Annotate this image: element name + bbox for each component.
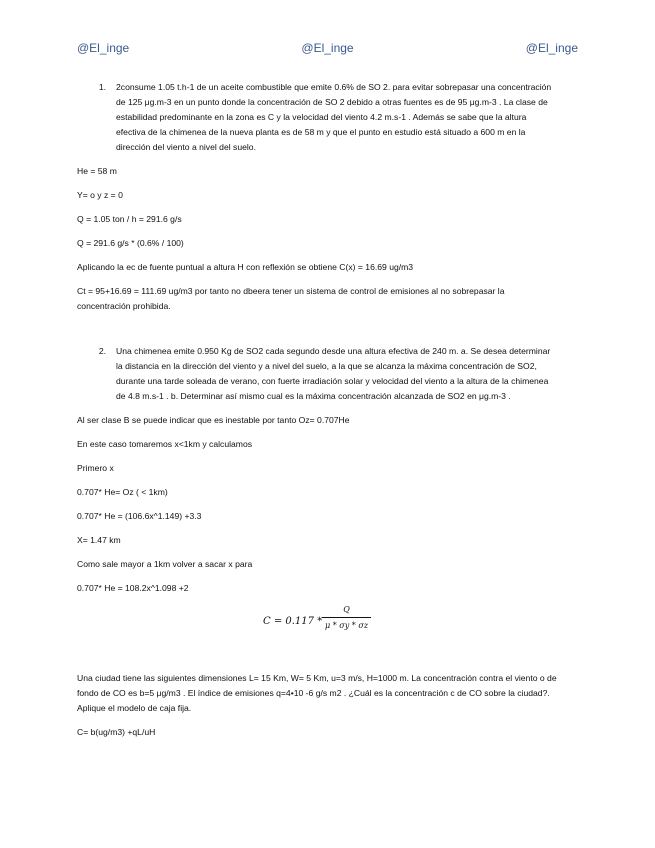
problem-1-line: Q = 1.05 ton / h = 291.6 g/s: [77, 214, 182, 224]
problem-1-line: He = 58 m: [77, 166, 117, 176]
problem-1-statement: [77, 80, 557, 155]
problem-3-formula: C= b(ug/m3) +qL/uH: [77, 727, 156, 737]
problem-2-line: Al ser clase B se puede indicar que es inestable por tanto Oz= 0.707He: [77, 415, 350, 425]
problem-1-line: Q = 291.6 g/s * (0.6% / 100): [77, 238, 184, 248]
problem-2-statement: [77, 344, 557, 404]
problem-2-line: X= 1.47 km: [77, 535, 121, 545]
problem-2-number: 2.: [98, 346, 106, 356]
document-body: [77, 80, 557, 740]
problem-1-line: Y= o y z = 0: [77, 190, 123, 200]
problem-3-text: Una ciudad tiene las siguientes dimensiones L= 15 Km, W= 5 Km, u=3 m/s, H=1000 m. La concentración contra el viento o de fondo de CO es b=5 μg/m3 . El índice de emisiones q=4•10 -6 g/s m2 . ¿Cuál es la concentración c de CO sobre la ciudad?. Aplique el modelo de caja fija.: [77, 673, 557, 713]
header-handle-right: @El_inge: [525, 41, 578, 55]
problem-2-line: 0.707* He = (106.6x^1.149) +3.3: [77, 511, 202, 521]
problem-2-line: 0.707* He = 108.2x^1.098 +2: [77, 583, 189, 593]
formula-fraction: [322, 602, 371, 633]
header-handle-left: @El_inge: [77, 41, 130, 55]
problem-2-text: Una chimenea emite 0.950 Kg de SO2 cada segundo desde una altura efectiva de 240 m. a. Se desea determinar la distancia en la dirección del viento y a nivel del suelo, a la que se alcanza la máxima concentración de SO2, durante una tarde soleada de verano, con fuerte irradiación solar y velocidad del viento a la altura de la chimenea de 4.8 m.s-1 . b. Determinar así mismo cual es la máxima concentración alcanzada de SO2 en μg.m-3 .: [116, 346, 551, 401]
problem-2-line: En este caso tomaremos x<1km y calculamos: [77, 439, 253, 449]
formula-numerator: Q: [343, 605, 350, 614]
problem-1-conclusion: Ct = 95+16.69 = 111.69 ug/m3 por tanto no dbeera tener un sistema de control de emisiones al no sobrepasar la concentración prohibida.: [77, 286, 505, 311]
formula-lhs: C = 0.117 *: [263, 616, 323, 627]
concentration-formula: [77, 605, 557, 642]
problem-2-line: Primero x: [77, 463, 114, 473]
header-handle-center: @El_inge: [301, 41, 354, 55]
formula-denominator: μ * σy * σz: [322, 617, 371, 633]
problem-1-number: 1.: [98, 82, 106, 92]
problem-1-line: Aplicando la ec de fuente puntual a altura H con reflexión se obtiene C(x) = 16.69 ug/m3: [77, 262, 414, 272]
problem-2-line: 0.707* He= Oz ( < 1km): [77, 487, 168, 497]
page-header: [77, 41, 578, 55]
problem-1-text: 2consume 1.05 t.h-1 de un aceite combustible que emite 0.6% de SO 2. para evitar sobrepasar una concentración de 125 μg.m-3 en un punto donde la concentración de SO 2 debido a otras fuentes es de 95 μg.m-3 . La clase de estabilidad predominante en la zona es C y la velocidad del viento 4.2 m.s-1 . Además se sabe que la altura efectiva de la chimenea de la nueva planta es de 58 m y que el punto en estudio está situado a 600 m en la dirección del viento a nivel del suelo.: [116, 82, 552, 152]
problem-2-line: Como sale mayor a 1km volver a sacar x para: [77, 559, 253, 569]
